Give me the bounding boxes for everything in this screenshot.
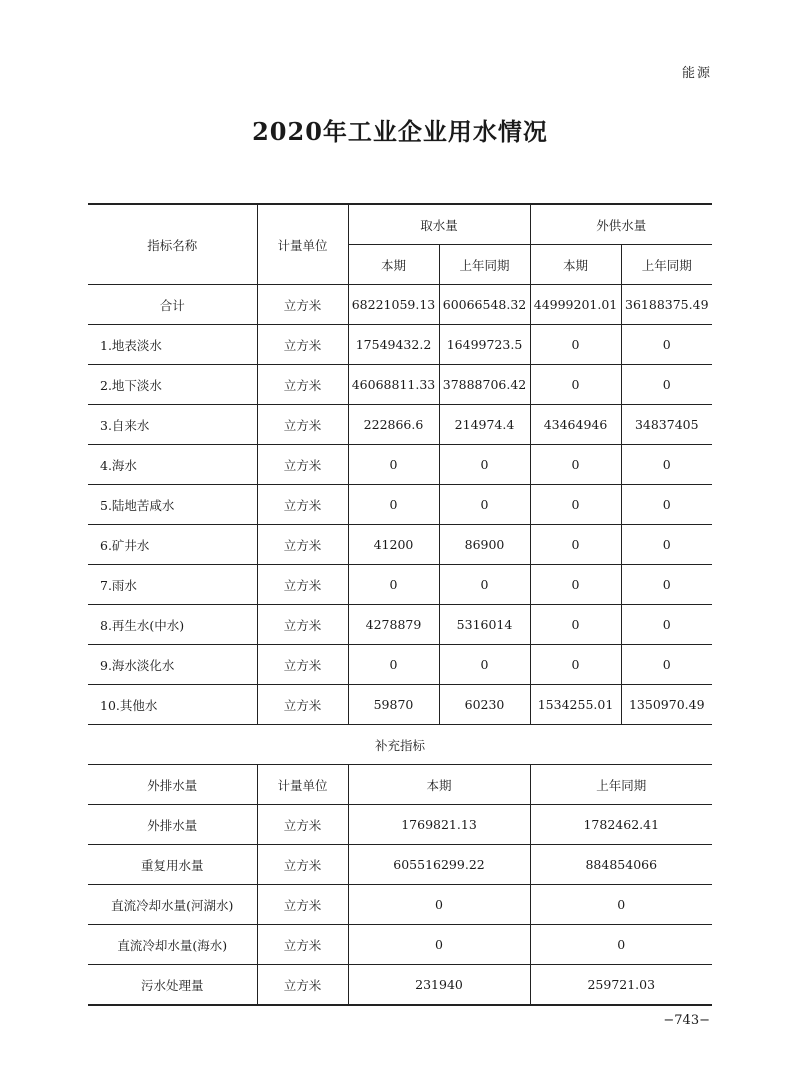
table-row bbox=[88, 685, 712, 725]
row-unit: 立方米 bbox=[257, 325, 348, 365]
table-row bbox=[88, 365, 712, 405]
cell-intake-current: 0 bbox=[348, 645, 439, 685]
row-name: 9.海水淡化水 bbox=[88, 645, 257, 685]
cell-supply-current: 44999201.01 bbox=[530, 285, 621, 325]
row-unit: 立方米 bbox=[257, 605, 348, 645]
supplement-row-name: 直流冷却水量(海水) bbox=[88, 925, 257, 965]
row-name: 3.自来水 bbox=[88, 405, 257, 445]
row-name: 5.陆地苦咸水 bbox=[88, 485, 257, 525]
supplement-cell-prev: 884854066 bbox=[530, 845, 712, 885]
supplement-row-unit: 立方米 bbox=[257, 885, 348, 925]
cell-intake-prev: 16499723.5 bbox=[439, 325, 530, 365]
supplement-row-name: 污水处理量 bbox=[88, 965, 257, 1006]
table-row bbox=[88, 325, 712, 365]
table-row bbox=[88, 525, 712, 565]
supplement-row-name: 重复用水量 bbox=[88, 845, 257, 885]
cell-intake-prev: 0 bbox=[439, 445, 530, 485]
cell-supply-current: 0 bbox=[530, 445, 621, 485]
header-intake-prev: 上年同期 bbox=[439, 245, 530, 285]
page-title: 2020年工业企业用水情况 bbox=[252, 117, 548, 146]
row-unit: 立方米 bbox=[257, 285, 348, 325]
table-row bbox=[88, 405, 712, 445]
supplement-row bbox=[88, 885, 712, 925]
header-supply-prev: 上年同期 bbox=[621, 245, 712, 285]
supplement-row-unit: 立方米 bbox=[257, 965, 348, 1006]
cell-supply-current: 0 bbox=[530, 485, 621, 525]
cell-supply-current: 1534255.01 bbox=[530, 685, 621, 725]
cell-supply-prev: 0 bbox=[621, 645, 712, 685]
cell-intake-prev: 0 bbox=[439, 485, 530, 525]
supplement-cell-current: 0 bbox=[348, 885, 530, 925]
header-indicator: 指标名称 bbox=[88, 204, 257, 285]
supplement-row bbox=[88, 925, 712, 965]
row-name: 合计 bbox=[88, 285, 257, 325]
supplement-row-name: 直流冷却水量(河湖水) bbox=[88, 885, 257, 925]
supplement-cell-current: 605516299.22 bbox=[348, 845, 530, 885]
row-name: 10.其他水 bbox=[88, 685, 257, 725]
cell-intake-prev: 214974.4 bbox=[439, 405, 530, 445]
table-row bbox=[88, 445, 712, 485]
supplement-header-prev: 上年同期 bbox=[530, 765, 712, 805]
row-unit: 立方米 bbox=[257, 405, 348, 445]
supplement-row bbox=[88, 965, 712, 1006]
row-name: 7.雨水 bbox=[88, 565, 257, 605]
cell-supply-current: 0 bbox=[530, 565, 621, 605]
cell-supply-current: 0 bbox=[530, 325, 621, 365]
row-unit: 立方米 bbox=[257, 685, 348, 725]
cell-supply-prev: 36188375.49 bbox=[621, 285, 712, 325]
table-row bbox=[88, 565, 712, 605]
header-intake-current: 本期 bbox=[348, 245, 439, 285]
supplement-row-name: 外排水量 bbox=[88, 805, 257, 845]
cell-supply-prev: 0 bbox=[621, 365, 712, 405]
cell-intake-current: 41200 bbox=[348, 525, 439, 565]
cell-supply-prev: 0 bbox=[621, 325, 712, 365]
cell-intake-current: 0 bbox=[348, 485, 439, 525]
row-unit: 立方米 bbox=[257, 525, 348, 565]
cell-intake-prev: 60066548.32 bbox=[439, 285, 530, 325]
cell-intake-current: 0 bbox=[348, 565, 439, 605]
header-intake: 取水量 bbox=[348, 204, 530, 245]
cell-supply-prev: 34837405 bbox=[621, 405, 712, 445]
cell-intake-prev: 0 bbox=[439, 565, 530, 605]
row-unit: 立方米 bbox=[257, 565, 348, 605]
table-row bbox=[88, 645, 712, 685]
supplement-row bbox=[88, 845, 712, 885]
table-row bbox=[88, 485, 712, 525]
row-name: 1.地表淡水 bbox=[88, 325, 257, 365]
supplement-cell-prev: 0 bbox=[530, 925, 712, 965]
supplement-row-unit: 立方米 bbox=[257, 925, 348, 965]
supplement-cell-prev: 0 bbox=[530, 885, 712, 925]
supplement-row-unit: 立方米 bbox=[257, 805, 348, 845]
cell-intake-current: 17549432.2 bbox=[348, 325, 439, 365]
cell-supply-current: 0 bbox=[530, 645, 621, 685]
cell-intake-current: 4278879 bbox=[348, 605, 439, 645]
supplement-row-unit: 立方米 bbox=[257, 845, 348, 885]
cell-intake-prev: 37888706.42 bbox=[439, 365, 530, 405]
cell-intake-current: 46068811.33 bbox=[348, 365, 439, 405]
supplement-header-indicator: 外排水量 bbox=[88, 765, 257, 805]
cell-intake-prev: 0 bbox=[439, 645, 530, 685]
cell-supply-prev: 0 bbox=[621, 525, 712, 565]
cell-supply-prev: 0 bbox=[621, 605, 712, 645]
row-unit: 立方米 bbox=[257, 445, 348, 485]
cell-supply-current: 0 bbox=[530, 525, 621, 565]
row-name: 8.再生水(中水) bbox=[88, 605, 257, 645]
row-name: 6.矿井水 bbox=[88, 525, 257, 565]
supplement-title: 补充指标 bbox=[88, 725, 712, 765]
cell-supply-current: 43464946 bbox=[530, 405, 621, 445]
row-name: 2.地下淡水 bbox=[88, 365, 257, 405]
row-unit: 立方米 bbox=[257, 365, 348, 405]
water-usage-table bbox=[88, 203, 712, 1006]
supplement-row bbox=[88, 805, 712, 845]
row-unit: 立方米 bbox=[257, 485, 348, 525]
cell-supply-current: 0 bbox=[530, 365, 621, 405]
supplement-cell-current: 231940 bbox=[348, 965, 530, 1006]
supplement-cell-prev: 1782462.41 bbox=[530, 805, 712, 845]
row-unit: 立方米 bbox=[257, 645, 348, 685]
section-header: 能源 bbox=[681, 66, 712, 81]
cell-intake-current: 222866.6 bbox=[348, 405, 439, 445]
row-name: 4.海水 bbox=[88, 445, 257, 485]
table-row bbox=[88, 285, 712, 325]
supplement-header-unit: 计量单位 bbox=[257, 765, 348, 805]
cell-intake-current: 68221059.13 bbox=[348, 285, 439, 325]
cell-supply-current: 0 bbox=[530, 605, 621, 645]
supplement-cell-current: 1769821.13 bbox=[348, 805, 530, 845]
cell-intake-prev: 5316014 bbox=[439, 605, 530, 645]
cell-supply-prev: 1350970.49 bbox=[621, 685, 712, 725]
header-supply-current: 本期 bbox=[530, 245, 621, 285]
supplement-cell-current: 0 bbox=[348, 925, 530, 965]
header-unit: 计量单位 bbox=[257, 204, 348, 285]
header-external-supply: 外供水量 bbox=[530, 204, 712, 245]
cell-supply-prev: 0 bbox=[621, 485, 712, 525]
supplement-cell-prev: 259721.03 bbox=[530, 965, 712, 1006]
cell-supply-prev: 0 bbox=[621, 445, 712, 485]
cell-intake-prev: 60230 bbox=[439, 685, 530, 725]
cell-supply-prev: 0 bbox=[621, 565, 712, 605]
table-row bbox=[88, 605, 712, 645]
page-number: −743− bbox=[663, 1013, 710, 1028]
supplement-header-current: 本期 bbox=[348, 765, 530, 805]
cell-intake-current: 59870 bbox=[348, 685, 439, 725]
cell-intake-prev: 86900 bbox=[439, 525, 530, 565]
cell-intake-current: 0 bbox=[348, 445, 439, 485]
